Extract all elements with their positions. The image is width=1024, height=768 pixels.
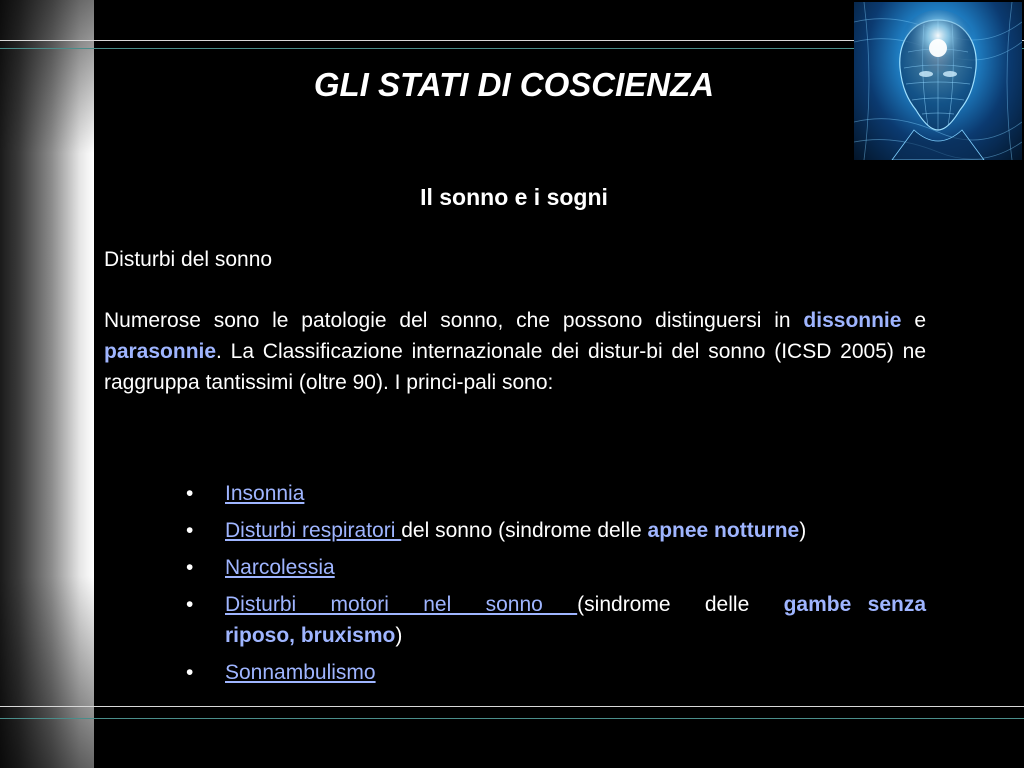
item-tail: ) [395, 624, 403, 647]
link-narcolessia[interactable]: Narcolessia [225, 556, 335, 579]
list-item [180, 515, 926, 546]
disorders-list [180, 478, 926, 694]
paragraph-intro: Numerose sono le patologie del sonno, che possono distinguersi in [104, 309, 791, 332]
link-insonnia[interactable]: Insonnia [225, 482, 305, 505]
paragraph-conjunction: e [914, 309, 926, 332]
list-item [180, 657, 926, 688]
highlight-gambe-senza-riposo: gambe senza riposo, bruxismo [225, 593, 927, 647]
item-description: del sonno (sindrome delle [401, 519, 648, 542]
slide-subtitle: Il sonno e i sogni [420, 184, 608, 210]
left-gradient-bar [0, 0, 94, 768]
bottom-divider-line [0, 706, 1024, 707]
paragraph-rest: . La Classificazione internazionale dei distur-bi del sonno (ICSD 2005) ne raggruppa tantissimi (oltre 90). I princi-pali sono: [104, 340, 926, 394]
item-description: (sindrome delle [577, 593, 784, 616]
link-disturbi-motori[interactable]: Disturbi motori nel sonno [225, 593, 578, 616]
section-heading: Disturbi del sonno [104, 248, 273, 271]
link-disturbi-respiratori[interactable]: Disturbi respiratori [225, 519, 402, 542]
list-item [180, 478, 926, 509]
list-item [180, 552, 926, 583]
slide-title: GLI STATI DI COSCIENZA [313, 66, 715, 103]
link-sonnambulismo[interactable]: Sonnambulismo [225, 661, 376, 684]
keyword-dissonnie: dissonnie [803, 309, 902, 332]
keyword-parasonnie: parasonnie [104, 340, 217, 363]
bullet-marker: • [186, 556, 194, 579]
intro-paragraph [104, 305, 926, 398]
bullet-marker: • [186, 593, 194, 616]
list-item [180, 589, 926, 651]
bullet-marker: • [186, 661, 194, 684]
bullet-marker: • [186, 482, 194, 505]
item-tail: ) [799, 519, 807, 542]
bottom-accent-line [0, 718, 1024, 719]
bullet-marker: • [186, 519, 194, 542]
highlight-apnee-notturne: apnee notturne [647, 519, 800, 542]
